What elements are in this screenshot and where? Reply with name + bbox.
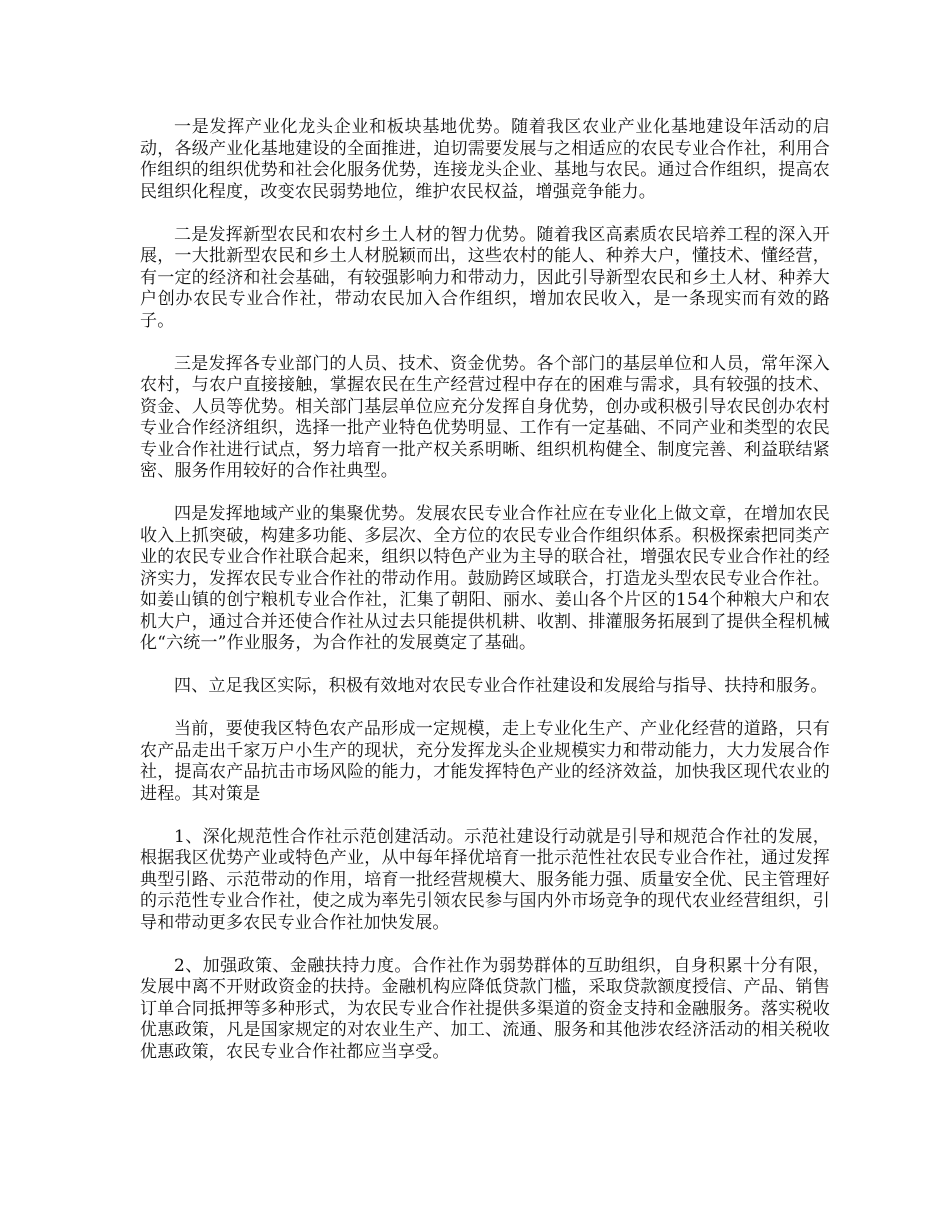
paragraph-1: 一是发挥产业化龙头企业和板块基地优势。随着我区农业产业化基地建设年活动的启动，各级产业化基地建设的全面推进，迫切需要发展与之相适应的农民专业合作社，利用合作组织的组织优势和社会化服务优势，连接龙头企业、基地与农民。通过合作组织，提高农民组织化程度，改变农民弱势地位，维护农民权益，增强竞争能力。 [140,117,830,202]
paragraph-2: 二是发挥新型农民和农村乡土人材的智力优势。随着我区高素质农民培养工程的深入开展，一大批新型农民和乡土人材脱颖而出，这些农村的能人、种养大户，懂技术、懂经营，有一定的经济和社会基础，有较强影响力和带动力，因此引导新型农民和乡土人材、种养大户创办农民专业合作社，带动农民加入合作组织，增加农民收入，是一条现实而有效的路子。 [140,224,830,331]
paragraph-6: 当前，要使我区特色农产品形成一定规模，走上专业化生产、产业化经营的道路，只有农产品走出千家万户小生产的现状，充分发挥龙头企业规模实力和带动能力，大力发展合作社，提高农产品抗击市场风险的能力，才能发挥特色产业的经济效益，加快我区现代农业的进程。其对策是 [140,719,830,804]
paragraph-4: 四是发挥地域产业的集聚优势。发展农民专业合作社应在专业化上做文章，在增加农民收入上抓突破，构建多功能、多层次、全方位的农民专业合作组织体系。积极探索把同类产业的农民专业合作社联合起来，组织以特色产业为主导的联合社，增强农民专业合作社的经济实力，发挥农民专业合作社的带动作用。鼓励跨区域联合，打造龙头型农民专业合作社。如姜山镇的创宁粮机专业合作社，汇集了朝阳、丽水、姜山各个片区的154个种粮大户和农机大户，通过合并还使合作社从过去只能提供机耕、收割、排灌服务拓展到了提供全程机械化“六统一”作业服务，为合作社的发展奠定了基础。 [140,504,830,653]
list-item-2: 2、加强政策、金融扶持力度。合作社作为弱势群体的互助组织，自身积累十分有限，发展中离不开财政资金的扶持。金融机构应降低贷款门槛，采取贷款额度授信、产品、销售订单合同抵押等多种形式，为农民专业合作社提供多渠道的资金支持和金融服务。落实税收优惠政策，凡是国家规定的对农业生产、加工、流通、服务和其他涉农经济活动的相关税收优惠政策，农民专业合作社都应当享受。 [140,955,830,1062]
list-item-1: 1、深化规范性合作社示范创建活动。示范社建设行动就是引导和规范合作社的发展，根据我区优势产业或特色产业，从中每年择优培育一批示范性社农民专业合作社，通过发挥典型引路、示范带动的作用，培育一批经营规模大、服务能力强、质量安全优、民主管理好的示范性专业合作社，使之成为率先引领农民参与国内外市场竞争的现代农业经营组织，引导和带动更多农民专业合作社加快发展。 [140,826,830,933]
section-heading-4: 四、立足我区实际，积极有效地对农民专业合作社建设和发展给与指导、扶持和服务。 [174,676,828,696]
document-body [140,117,830,1085]
paragraph-3: 三是发挥各专业部门的人员、技术、资金优势。各个部门的基层单位和人员，常年深入农村，与农户直接接触，掌握农民在生产经营过程中存在的困难与需求，具有较强的技术、资金、人员等优势。相关部门基层单位应充分发挥自身优势，创办或积极引导农民创办农村专业合作经济组织，选择一批产业特色优势明显、工作有一定基础、不同产业和类型的农民专业合作社进行试点，努力培育一批产权关系明晰、组织机构健全、制度完善、利益联结紧密、服务作用较好的合作社典型。 [140,353,830,481]
